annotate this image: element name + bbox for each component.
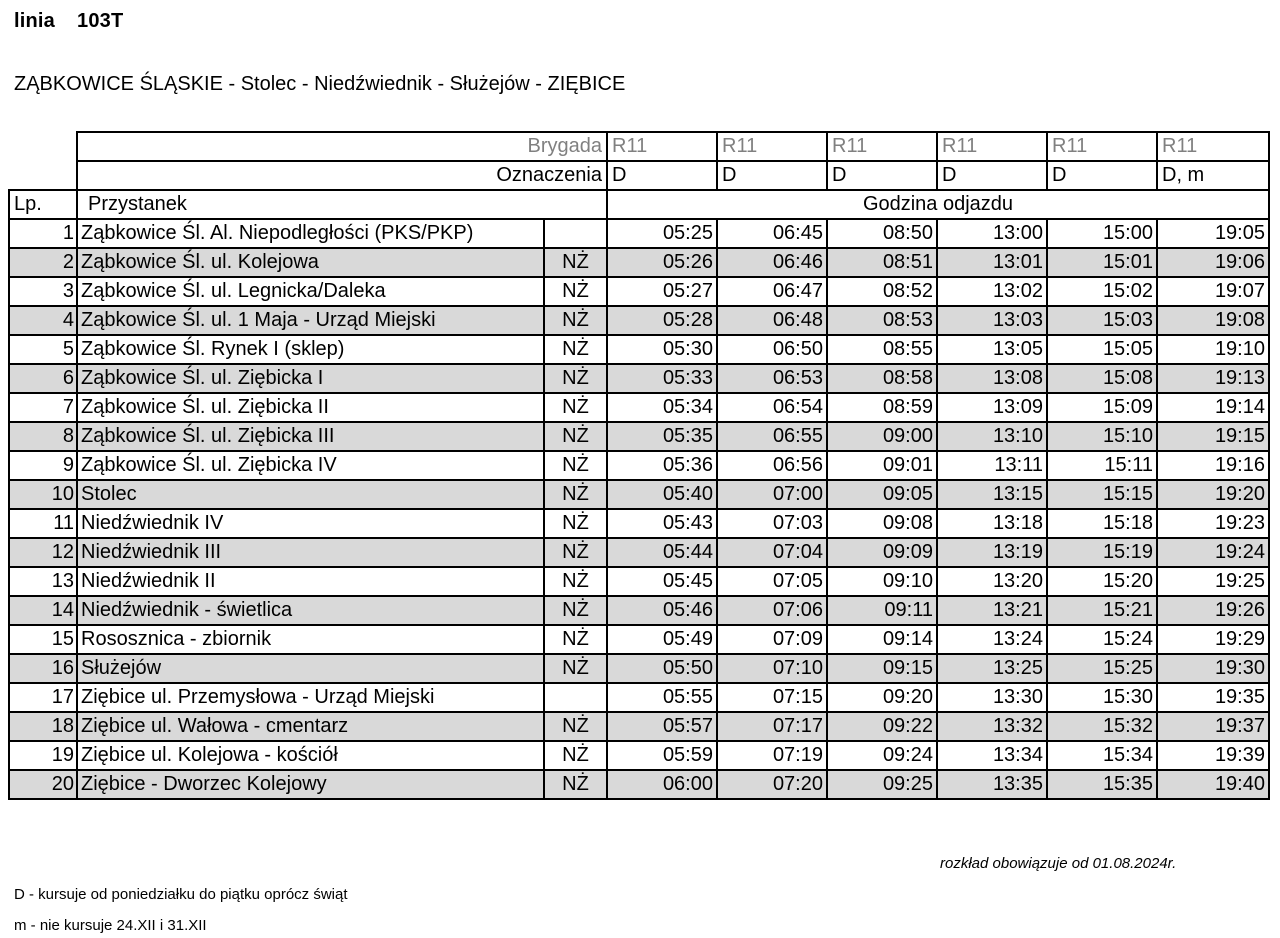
table-row [9,567,1269,596]
table-row [9,219,1269,248]
marking-cell: D [937,161,1047,190]
departure-time: 15:18 [1047,509,1157,538]
stop-note: NŻ [544,335,607,364]
departure-time: 09:08 [827,509,937,538]
departure-time: 15:34 [1047,741,1157,770]
departure-time: 15:01 [1047,248,1157,277]
marking-cell: D [1047,161,1157,190]
departure-time: 13:01 [937,248,1047,277]
lp-cell: 7 [9,393,77,422]
departure-time: 09:05 [827,480,937,509]
departure-time: 13:15 [937,480,1047,509]
lp-cell: 14 [9,596,77,625]
stop-note: NŻ [544,712,607,741]
departure-time: 07:03 [717,509,827,538]
departure-time: 13:08 [937,364,1047,393]
line-header [14,10,123,33]
departure-time: 15:03 [1047,306,1157,335]
departure-time: 09:20 [827,683,937,712]
departure-time: 13:00 [937,219,1047,248]
departure-time: 08:58 [827,364,937,393]
departure-time: 19:20 [1157,480,1269,509]
markings-row [9,161,1269,190]
departure-time: 06:47 [717,277,827,306]
departure-time: 05:49 [607,625,717,654]
departure-time: 05:34 [607,393,717,422]
departure-time: 07:04 [717,538,827,567]
markings-label: Oznaczenia [77,161,607,190]
table-row [9,306,1269,335]
stop-name: Niedźwiednik IV [77,509,544,538]
line-label: linia [14,10,56,32]
marking-cell: D [607,161,717,190]
departure-time: 09:25 [827,770,937,799]
table-row [9,770,1269,799]
stop-note: NŻ [544,654,607,683]
departure-time: 09:11 [827,596,937,625]
departure-time: 06:56 [717,451,827,480]
stop-note: NŻ [544,596,607,625]
departure-time: 09:00 [827,422,937,451]
departure-time: 13:24 [937,625,1047,654]
stop-note: NŻ [544,741,607,770]
stop-note: NŻ [544,248,607,277]
departure-time: 19:07 [1157,277,1269,306]
table-row [9,712,1269,741]
stop-note: NŻ [544,422,607,451]
table-row [9,538,1269,567]
departure-time: 09:09 [827,538,937,567]
table-row [9,625,1269,654]
table-row [9,335,1269,364]
table-row [9,364,1269,393]
stop-name: Ząbkowice Śl. ul. Ziębicka I [77,364,544,393]
lp-cell: 13 [9,567,77,596]
departure-time: 19:24 [1157,538,1269,567]
brigade-cell: R11 [1157,132,1269,161]
departure-time: 15:19 [1047,538,1157,567]
stop-name: Ząbkowice Śl. Rynek I (sklep) [77,335,544,364]
table-row [9,451,1269,480]
departure-time: 15:02 [1047,277,1157,306]
departure-time: 15:24 [1047,625,1157,654]
stop-name: Ząbkowice Śl. ul. Ziębicka II [77,393,544,422]
column-header-row [9,190,1269,219]
departure-time: 06:53 [717,364,827,393]
departure-time: 19:39 [1157,741,1269,770]
stop-note: NŻ [544,306,607,335]
departure-time: 05:45 [607,567,717,596]
departure-time: 05:55 [607,683,717,712]
blank-cell [9,132,77,161]
departure-time: 15:25 [1047,654,1157,683]
departure-time: 05:36 [607,451,717,480]
lp-cell: 6 [9,364,77,393]
departure-time: 09:15 [827,654,937,683]
departure-time: 05:30 [607,335,717,364]
brigade-cell: R11 [937,132,1047,161]
departure-time: 13:35 [937,770,1047,799]
stop-note: NŻ [544,364,607,393]
departure-time: 06:00 [607,770,717,799]
route-title: ZĄBKOWICE ŚLĄSKIE - Stolec - Niedźwiednik - Służejów - ZIĘBICE [14,73,626,95]
departure-time: 07:19 [717,741,827,770]
departure-time: 13:10 [937,422,1047,451]
stop-name: Rososznica - zbiornik [77,625,544,654]
departure-time: 15:20 [1047,567,1157,596]
departure-time: 08:55 [827,335,937,364]
departure-time: 19:29 [1157,625,1269,654]
departure-time: 13:21 [937,596,1047,625]
brigade-row [9,132,1269,161]
lp-cell: 3 [9,277,77,306]
stop-note [544,219,607,248]
departure-time: 06:48 [717,306,827,335]
departure-time: 07:10 [717,654,827,683]
departure-time: 07:20 [717,770,827,799]
blank-cell [9,161,77,190]
departure-time: 15:15 [1047,480,1157,509]
brigade-cell: R11 [717,132,827,161]
departure-time: 15:08 [1047,364,1157,393]
departure-time: 09:14 [827,625,937,654]
departure-time: 15:35 [1047,770,1157,799]
departure-time: 15:21 [1047,596,1157,625]
departure-time: 06:46 [717,248,827,277]
brigade-label: Brygada [77,132,607,161]
marking-cell: D [827,161,937,190]
stop-note: NŻ [544,451,607,480]
departure-time: 15:09 [1047,393,1157,422]
departure-time: 15:10 [1047,422,1157,451]
departure-time: 08:53 [827,306,937,335]
stop-note: NŻ [544,770,607,799]
legend-m: m - nie kursuje 24.XII i 31.XII [14,917,207,934]
stop-name: Ząbkowice Śl. ul. Ziębicka IV [77,451,544,480]
stop-name: Ząbkowice Śl. ul. Legnicka/Daleka [77,277,544,306]
lp-cell: 12 [9,538,77,567]
departure-time: 13:19 [937,538,1047,567]
stop-name: Niedźwiednik III [77,538,544,567]
departure-time: 05:40 [607,480,717,509]
departure-time: 13:11 [937,451,1047,480]
lp-cell: 10 [9,480,77,509]
departure-time: 19:08 [1157,306,1269,335]
departure-time: 19:23 [1157,509,1269,538]
table-row [9,741,1269,770]
lp-cell: 19 [9,741,77,770]
table-row [9,422,1269,451]
departure-time: 05:50 [607,654,717,683]
departure-time: 19:35 [1157,683,1269,712]
departure-header: Godzina odjazdu [607,190,1269,219]
stop-name: Ząbkowice Śl. ul. 1 Maja - Urząd Miejski [77,306,544,335]
lp-cell: 5 [9,335,77,364]
departure-time: 07:15 [717,683,827,712]
stop-note [544,683,607,712]
departure-time: 05:27 [607,277,717,306]
departure-time: 13:30 [937,683,1047,712]
departure-time: 08:51 [827,248,937,277]
departure-time: 06:45 [717,219,827,248]
departure-time: 15:11 [1047,451,1157,480]
brigade-cell: R11 [607,132,717,161]
table-row [9,596,1269,625]
lp-cell: 2 [9,248,77,277]
stop-name: Niedźwiednik II [77,567,544,596]
departure-time: 19:26 [1157,596,1269,625]
table-row [9,248,1269,277]
departure-time: 19:06 [1157,248,1269,277]
departure-time: 08:52 [827,277,937,306]
departure-time: 19:13 [1157,364,1269,393]
lp-cell: 16 [9,654,77,683]
stop-name: Ząbkowice Śl. ul. Ziębicka III [77,422,544,451]
validity-note: rozkład obowiązuje od 01.08.2024r. [940,855,1177,872]
stop-note: NŻ [544,480,607,509]
departure-time: 19:16 [1157,451,1269,480]
stop-name: Ząbkowice Śl. Al. Niepodległości (PKS/PKP) [77,219,544,248]
lp-cell: 4 [9,306,77,335]
stop-note: NŻ [544,277,607,306]
lp-cell: 18 [9,712,77,741]
departure-time: 05:46 [607,596,717,625]
lp-cell: 8 [9,422,77,451]
departure-time: 19:15 [1157,422,1269,451]
departure-time: 05:43 [607,509,717,538]
departure-time: 09:24 [827,741,937,770]
stop-note: NŻ [544,509,607,538]
stop-note: NŻ [544,393,607,422]
stop-header: Przystanek [77,190,607,219]
departure-time: 15:32 [1047,712,1157,741]
departure-time: 05:26 [607,248,717,277]
lp-cell: 9 [9,451,77,480]
line-number: 103T [77,10,124,32]
stop-name: Ziębice ul. Kolejowa - kościół [77,741,544,770]
table-row [9,393,1269,422]
departure-time: 05:25 [607,219,717,248]
stop-note: NŻ [544,625,607,654]
stop-name: Ząbkowice Śl. ul. Kolejowa [77,248,544,277]
departure-time: 19:37 [1157,712,1269,741]
departure-time: 08:59 [827,393,937,422]
departure-time: 05:28 [607,306,717,335]
table-row [9,654,1269,683]
lp-cell: 15 [9,625,77,654]
table-row [9,509,1269,538]
table-row [9,277,1269,306]
brigade-cell: R11 [1047,132,1157,161]
brigade-cell: R11 [827,132,937,161]
departure-time: 05:57 [607,712,717,741]
departure-time: 19:25 [1157,567,1269,596]
lp-cell: 20 [9,770,77,799]
departure-time: 19:05 [1157,219,1269,248]
stop-name: Ziębice ul. Przemysłowa - Urząd Miejski [77,683,544,712]
lp-cell: 17 [9,683,77,712]
stop-note: NŻ [544,538,607,567]
departure-time: 13:09 [937,393,1047,422]
departure-time: 13:03 [937,306,1047,335]
lp-header: Lp. [9,190,77,219]
departure-time: 19:10 [1157,335,1269,364]
departure-time: 06:54 [717,393,827,422]
stop-note: NŻ [544,567,607,596]
departure-time: 05:59 [607,741,717,770]
departure-time: 05:44 [607,538,717,567]
departure-time: 19:14 [1157,393,1269,422]
departure-time: 15:30 [1047,683,1157,712]
departure-time: 07:05 [717,567,827,596]
departure-time: 06:55 [717,422,827,451]
timetable [8,131,1270,800]
departure-time: 19:30 [1157,654,1269,683]
departure-time: 19:40 [1157,770,1269,799]
departure-time: 07:09 [717,625,827,654]
table-row [9,683,1269,712]
departure-time: 15:05 [1047,335,1157,364]
departure-time: 13:02 [937,277,1047,306]
departure-time: 13:20 [937,567,1047,596]
departure-time: 05:35 [607,422,717,451]
departure-time: 05:33 [607,364,717,393]
table-row [9,480,1269,509]
departure-time: 07:06 [717,596,827,625]
departure-time: 06:50 [717,335,827,364]
departure-time: 07:17 [717,712,827,741]
departure-time: 09:10 [827,567,937,596]
departure-time: 13:05 [937,335,1047,364]
legend-d: D - kursuje od poniedziałku do piątku oprócz świąt [14,886,348,903]
stop-name: Służejów [77,654,544,683]
departure-time: 13:25 [937,654,1047,683]
departure-time: 13:18 [937,509,1047,538]
departure-time: 09:22 [827,712,937,741]
stop-name: Ziębice ul. Wałowa - cmentarz [77,712,544,741]
lp-cell: 11 [9,509,77,538]
departure-time: 07:00 [717,480,827,509]
departure-time: 13:34 [937,741,1047,770]
marking-cell: D, m [1157,161,1269,190]
stop-name: Stolec [77,480,544,509]
departure-time: 15:00 [1047,219,1157,248]
departure-time: 13:32 [937,712,1047,741]
departure-time: 09:01 [827,451,937,480]
lp-cell: 1 [9,219,77,248]
stop-name: Ziębice - Dworzec Kolejowy [77,770,544,799]
departure-time: 08:50 [827,219,937,248]
stop-name: Niedźwiednik - świetlica [77,596,544,625]
marking-cell: D [717,161,827,190]
